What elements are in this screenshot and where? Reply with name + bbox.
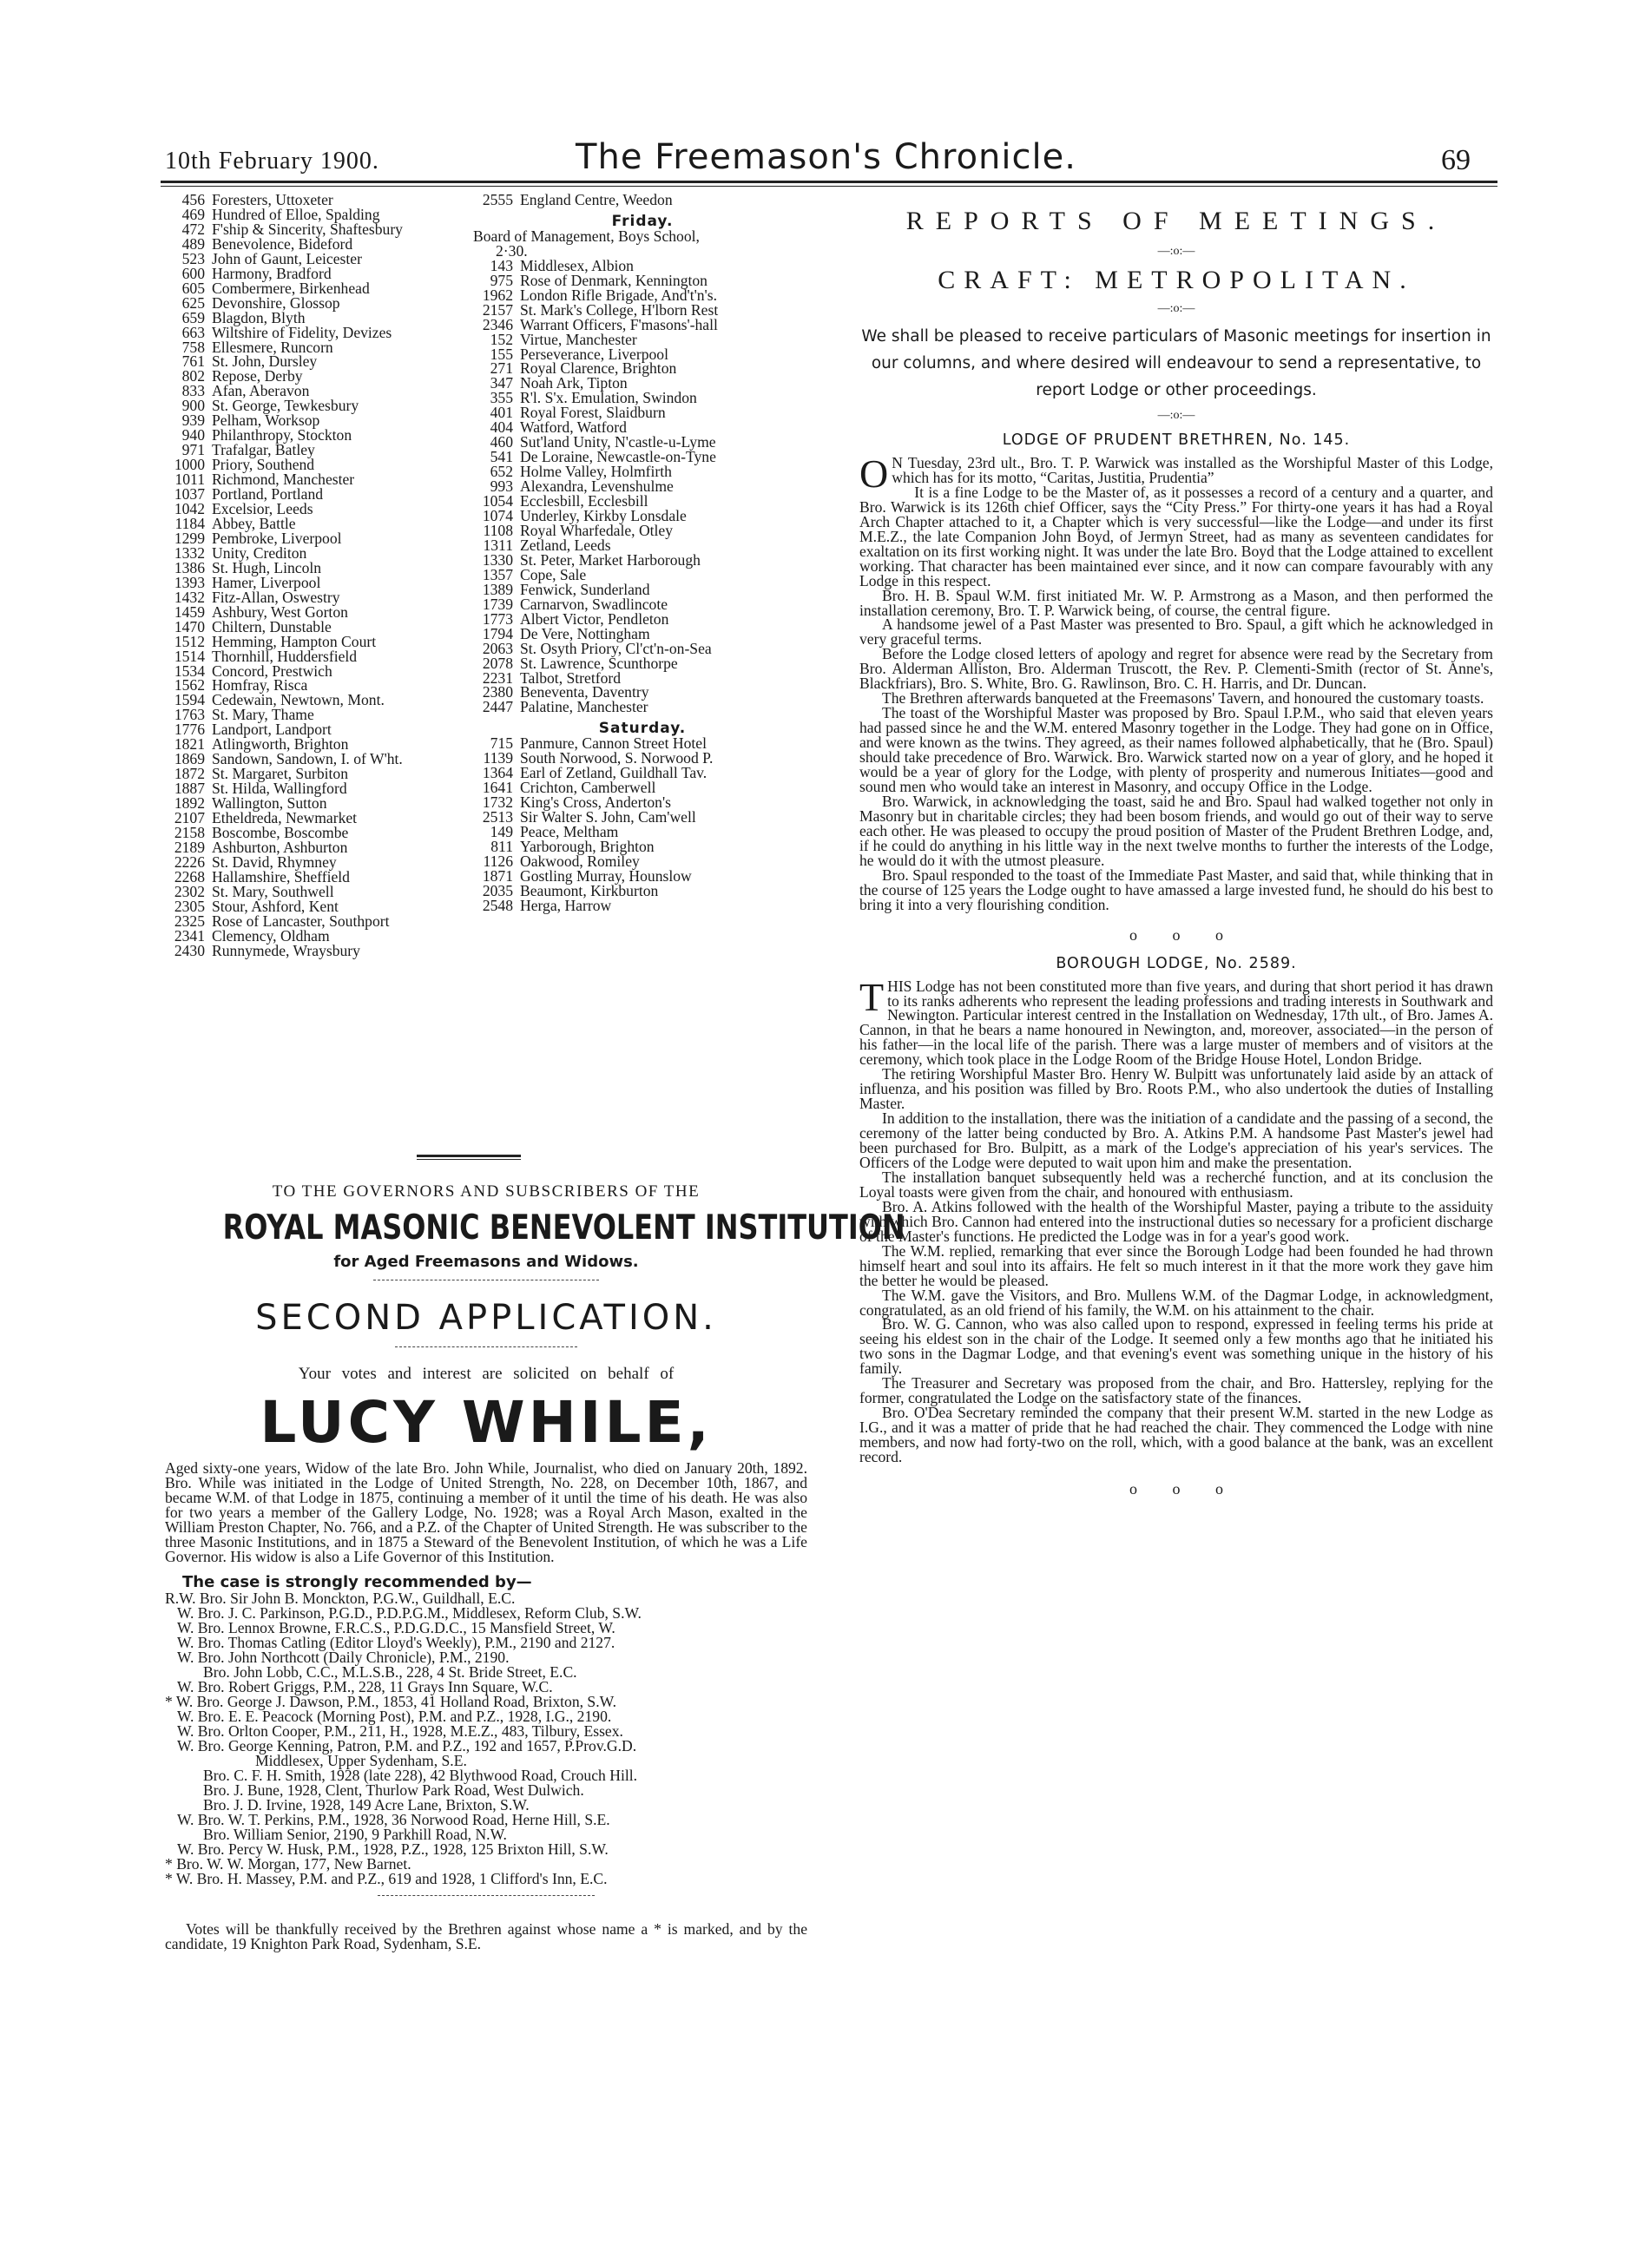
lodge-name: Abbey, Battle [212,514,296,532]
lodge-name: Boscombe, Boscombe [212,823,349,841]
reports-column [859,207,1493,1498]
report-paragraph: Bro. Warwick, in acknowledging the toast, said he and Bro. Spaul had walked together not only in Masonry but in charitable circles; they had been bosom friends, and would go out of their way to serve each other. He was pleased to occupy the proud position of Master of the Prudent Brethren Lodge, and, if he could do anything in his little way in the next twelve months to further the interests of the Lodge, he would do it with the utmost pleasure. [859,792,1493,869]
lodge-number: 1641 [482,779,513,797]
lodge-number: 2447 [482,698,513,716]
lodge-number: 460 [490,433,513,451]
lodge-number: 1773 [482,609,513,628]
issue-date: 10th February 1900. [165,148,379,174]
lodge-name: St. Lawrence, Scunthorpe [520,654,678,672]
lodge-number: 1470 [174,617,205,635]
recommender: Bro. C. F. H. Smith, 1928 (late 228), 42 Blythwood Road, Crouch Hill. [203,1767,638,1784]
lodge-name: Stour, Ashford, Kent [212,897,339,915]
lodge-number: 1776 [174,721,205,739]
lodge-number: 1184 [174,514,205,532]
lodge-number: 1393 [174,573,205,591]
lodge-number: 155 [490,345,513,363]
lodge-number: 1763 [174,706,205,724]
lodge-name: St. Mark's College, H'lborn Rest [520,300,719,319]
lodge-name: St. Hilda, Wallingford [212,780,347,798]
lodge-name: Perseverance, Liverpool [520,345,668,363]
lodge-name: Earl of Zetland, Guildhall Tav. [520,764,708,782]
recommender: W. Bro. Thomas Catling (Editor Lloyd's Weekly), P.M., 2190 and 2127. [177,1634,615,1651]
lodge-name: Pembroke, Liverpool [212,529,342,547]
lodge-number: 1459 [174,602,205,621]
lodge-name: Middlesex, Albion [520,256,634,274]
lodge-number: 2346 [482,315,513,333]
lodge-name: Crichton, Camberwell [520,779,656,797]
lodge-number: 2231 [482,668,513,687]
lodge-number: 1011 [174,471,205,489]
header-rule-thin [161,186,1497,187]
lodge-number: 625 [181,293,205,312]
lodge-number: 659 [181,308,205,326]
lodge-name: Afan, Aberavon [212,382,310,400]
lodge-name: Fenwick, Sunderland [520,580,650,598]
lodge-name: R'l. S'x. Emulation, Swindon [520,389,697,407]
report-paragraph [859,451,1493,496]
lodge-number: 1732 [482,793,513,812]
lodge-entry [165,941,451,959]
lodge-number: 1054 [482,492,513,510]
lodge-name: Devonshire, Glossop [212,293,340,312]
lodge-name: Sandown, Sandown, I. of W'ht. [212,750,403,768]
lodge-number: 971 [181,441,205,459]
craft-metropolitan-heading: CRAFT: METROPOLITAN. [938,266,1415,294]
lodge-name: St. Mary, Southwell [212,882,334,900]
application-heading: SECOND APPLICATION. [255,1298,717,1338]
borough-lodge-report [859,974,1493,1466]
lodge-number: 802 [181,367,205,385]
lodge-number: 1126 [483,852,513,870]
lodge-number: 2158 [174,823,205,841]
lodge-number: 2555 [482,191,513,208]
paragraph-text: N Tuesday, 23rd ult., Bro. T. P. Warwick was installed as the Worshipful Master of this Lodge, which has for its motto, “Caritas, Justitia, Prudentia” [892,454,1493,486]
lodge-name: Carnarvon, Swadlincote [520,595,668,613]
recommender: Bro. J. D. Irvine, 1928, 149 Acre Lane, Brixton, S.W. [203,1796,530,1814]
header-rule [161,181,1497,183]
lodge-number: 663 [181,323,205,341]
lodge-name: Foresters, Uttoxeter [212,191,333,208]
report-paragraph: In addition to the installation, there was the initiation of a candidate and the passing of a second, the ceremony of the latter being conducted by Bro. A. Atkins P.M. A handsome Past Master's jewel had been purchased for Bro. Bulpitt, as a mark of the Lodge's appreciation of his year's services. The Officers of the Lodge were deputed to wait upon him and make the presentation. [859,1109,1493,1171]
lodge-number: 1389 [482,580,513,598]
page-number: 69 [1441,144,1471,176]
lodge-number: 1821 [174,735,205,754]
lodge-name: Watford, Watford [520,418,627,437]
lodge-number: 2226 [174,853,205,871]
lodge-name: John of Gaunt, Leicester [212,249,362,267]
lodge-number: 355 [490,389,513,407]
lodge-prudent-brethren-heading: LODGE OF PRUDENT BRETHREN, No. 145. [1002,431,1351,449]
lodge-name: Warrant Officers, F'masons'-hall [520,315,718,333]
lodge-name: Holme Valley, Holmfirth [520,463,672,481]
lodge-name: Panmure, Cannon Street Hotel [520,734,707,753]
lodge-number: 1962 [482,286,513,304]
lodge-number: 1042 [174,500,205,518]
separator: —:o:— [1157,245,1195,258]
lodge-prudent-brethren-report [859,451,1493,913]
lodge-name: Portland, Portland [212,485,324,504]
paragraph-text: HIS Lodge has not been constituted more than five years, and during that short period it has drawn to its ranks adherents who represent the leading professions and trading interests in Southwark and Newington. Particular interest centred in the Installation on Wednesday, 17th ult., of Bro. James A. Cannon, in that he bears a name honoured in Newington, and, moreover, associated—in the person of his father—in the local life of the parish. There was a large muster of members and of visitors at the ceremony, which took place in the Lodge Room of the Bridge House Hotel, London Bridge. [859,977,1493,1069]
lodge-number: 489 [181,234,205,253]
lodge-entry [165,502,451,517]
lodge-number: 469 [181,205,205,223]
lodge-number: 2548 [482,896,513,914]
report-paragraph: The Brethren afterwards banqueted at the Freemasons' Tavern, and honoured the customary toasts. [882,689,1484,708]
lodge-name: Etheldreda, Newmarket [212,809,358,827]
report-paragraph: The installation banquet subsequently held was a recherché function, and at its conclusion the Loyal toasts were given from the chair, and honoured with enthusiasm. [859,1168,1493,1201]
lodge-name: Zetland, Leeds [520,536,611,554]
lodge-name: Pelham, Worksop [212,411,320,430]
recommender: * W. Bro. George J. Dawson, P.M., 1853, 41 Holland Road, Brixton, S.W. [165,1693,617,1710]
lodge-number: 2189 [174,838,205,856]
lodge-number: 2430 [174,941,205,959]
candidate-biography: Aged sixty-one years, Widow of the late Bro. John While, Journalist, who died on January 20th, 1892. Bro. While was initiated in the Lodge of United Strength, No. 228, on December 10th, 1867, and became W.M. of that Lodge in 1875, continuing a member of it until the time of his death. He was also for two years a member of the Gallery Lodge, No. 1928; was a Royal Arch Mason, exalted in the William Preston Chapter, No. 766, and a P.Z. of the Chapter of United Strength. He was subscriber to the three Masonic Institutions, and in 1875 a Steward of the Benevolent Institution, of which he was a Life Governor. His widow is also a Life Governor of this Institution. [165,1459,807,1565]
report-paragraph: It is a fine Lodge to be the Master of, as it possesses a record of a century and a quarter, and Bro. Warwick is its 126th chief Officer, says the “City Press.” For thirty-one years it has had a Royal Arch Chapter attached to it, a Chapter which is very successful—like the Lodge—and under its first M.E.Z., the late Companion John Boyd, of Jermyn Street, had as many as seventeen candidates for exaltation on its first working night. It was under the late Bro. Boyd that the Lodge attained to excellent working. That character has been maintained ever since, and it now can compare favourably with any Lodge in this respect. [859,483,1493,589]
lodge-name: Oakwood, Romiley [520,852,640,870]
lodge-number: 1330 [482,550,513,569]
lodge-entry [473,700,812,714]
recommenders-list [165,1591,807,1886]
votes-line: Your votes and interest are solicited on behalf of [298,1365,675,1383]
recommender: W. Bro. John Northcott (Daily Chronicle), P.M., 2190. [177,1649,510,1666]
lodge-entry [165,531,451,546]
lodge-name: Virtue, Manchester [520,330,637,348]
lodge-number: 1299 [174,529,205,547]
friday-board: Board of Management, Boys School, [473,227,700,245]
lodge-number: 2078 [482,654,513,672]
lodge-name: Beneventa, Daventry [520,683,649,701]
lodge-name: Atlingworth, Brighton [212,735,349,754]
votes-footer: Votes will be thankfully received by the Brethren against whose name a * is marked, and by the candidate, 19 Knighton Park Road, Sydenham, S.E. [165,1920,807,1952]
lodge-number: 2513 [482,808,513,826]
lodge-number: 900 [181,397,205,415]
lodge-name: Rose of Lancaster, Southport [212,912,390,930]
wave-divider [395,1346,577,1353]
lodge-number: 605 [181,279,205,297]
lodge-number: 2341 [174,926,205,945]
recommender: W. Bro. W. T. Perkins, P.M., 1928, 36 Norwood Road, Herne Hill, S.E. [177,1811,610,1828]
lodge-number: 1108 [483,521,513,539]
lodge-name: Ashbury, West Gorton [212,602,348,621]
lodge-number: 1534 [174,662,205,680]
lodge-name: Blagdon, Blyth [212,308,306,326]
lodge-number: 2157 [482,300,513,319]
lodge-name: Excelsior, Leeds [212,500,313,518]
lodge-name: Landport, Landport [212,721,332,739]
report-paragraph: Bro. Spaul responded to the toast of the Immediate Past Master, and said that, while thinking that in the course of 125 years the Lodge ought to have amassed a large invested fund, he should do his best to bring it into a very flourishing condition. [859,866,1493,913]
lodge-name: King's Cross, Anderton's [520,793,671,812]
lodge-name: Hemming, Hampton Court [212,632,377,650]
recommender: Middlesex, Upper Sydenham, S.E. [255,1752,467,1769]
lodge-number: 2063 [482,639,513,657]
lodge-number: 401 [490,404,513,422]
reports-notice: We shall be pleased to receive particulars of Masonic meetings for insertion in our columns, and where desired will endeavour to send a representative, to report Lodge or other proceedings. [861,327,1491,399]
drop-cap: T [859,974,885,1019]
lodge-name: Runnymede, Wraysbury [212,941,360,959]
lodge-name: Beaumont, Kirkburton [520,881,659,899]
lodge-number: 143 [490,256,513,274]
lodge-number: 758 [181,338,205,356]
lodge-name: De Vere, Nottingham [520,624,650,642]
lodge-number: 1892 [174,794,205,813]
lodge-list-column-1 [165,193,451,958]
lodge-number: 975 [490,271,513,289]
lodge-number: 1432 [174,588,205,606]
lodge-number: 541 [490,448,513,466]
lodge-number: 1386 [174,558,205,576]
lodge-name: St. Osyth Priory, Cl'ct'n-on-Sea [520,639,712,657]
lodge-number: 1794 [482,624,513,642]
lodge-number: 456 [181,191,205,208]
recommender: Bro. John Lobb, C.C., M.L.S.B., 228, 4 St. Bride Street, E.C. [203,1663,577,1681]
lodge-name: Peace, Meltham [520,823,619,841]
saturday-heading: Saturday. [598,720,687,738]
lodge-number: 1514 [174,647,205,665]
lodge-name: Repose, Derby [212,367,303,385]
lodge-entry [165,354,451,369]
report-paragraph: Bro. A. Atkins followed with the health of the Worshipful Master, paying a tribute to the assiduity with which Bro. Cannon had entered into the instructional duties so necessary for a proficient discharge of the Master's functions. He predicted the Lodge was in for a year's good work. [859,1197,1493,1245]
drop-cap: O [859,451,889,496]
lodge-name: Richmond, Manchester [212,471,355,489]
lodge-number: 152 [490,330,513,348]
recommender: * Bro. W. W. Morgan, 177, New Barnet. [165,1855,411,1873]
lodge-name: Albert Victor, Pendleton [520,609,669,628]
lodge-number: 600 [181,264,205,282]
lodge-name: Chiltern, Dunstable [212,617,332,635]
lodge-number: 1869 [174,750,205,768]
recommender: W. Bro. George Kenning, Patron, P.M. and P.Z., 192 and 1657, P.Prov.G.D. [177,1737,637,1754]
lodge-name: Cope, Sale [520,565,587,583]
lodge-name: Royal Clarence, Brighton [520,359,677,378]
lodge-name: Benevolence, Bideford [212,234,353,253]
lodge-name: Sut'land Unity, N'castle-u-Lyme [520,433,716,451]
wave-divider [373,1280,599,1286]
lodge-number: 2268 [174,867,205,885]
lodge-name: South Norwood, S. Norwood P. [520,749,714,767]
borough-lodge-heading: BOROUGH LODGE, No. 2589. [1056,954,1297,972]
lodge-number: 2302 [174,882,205,900]
lodge-name: Fitz-Allan, Oswestry [212,588,340,606]
lodge-name: London Rifle Brigade, And't'n's. [520,286,717,304]
lodge-number: 1332 [174,543,205,562]
lodge-number: 1887 [174,780,205,798]
recommender: W. Bro. Robert Griggs, P.M., 228, 11 Grays Inn Square, W.C. [177,1678,553,1695]
recommender: W. Bro. Percy W. Husk, P.M., 1928, P.Z., 1928, 125 Brixton Hill, S.W. [177,1840,609,1858]
lodge-name: St. Mary, Thame [212,706,314,724]
lodge-number: 149 [490,823,513,841]
lodge-number: 1871 [482,866,513,885]
recommended-by-heading: The case is strongly recommended by— [182,1573,532,1591]
lodge-name: Yarborough, Brighton [520,837,655,855]
lodge-number: 652 [490,463,513,481]
lodge-number: 2107 [174,809,205,827]
wave-divider [378,1895,595,1901]
lodge-name: Palatine, Manchester [520,698,648,716]
lodge-name: Unity, Crediton [212,543,307,562]
reports-title: REPORTS OF MEETINGS. [905,207,1447,235]
lodge-name: Thornhill, Huddersfield [212,647,358,665]
advert-address-line: TO THE GOVERNORS AND SUBSCRIBERS OF THE [272,1182,701,1201]
lodge-name: Herga, Harrow [520,896,612,914]
lodge-name: Royal Forest, Slaidburn [520,404,666,422]
report-paragraph [859,974,1493,1069]
section-ornament: o o o [1129,1480,1223,1498]
candidate-name: LUCY WHILE, [260,1389,713,1456]
lodge-number: 1512 [174,632,205,650]
lodge-number: 1074 [482,507,513,525]
lodge-number: 2380 [482,683,513,701]
institution-purpose: for Aged Freemasons and Widows. [333,1253,639,1271]
lodge-number: 1739 [482,595,513,613]
lodge-name: De Loraine, Newcastle-on-Tyne [520,448,716,466]
lodge-number: 1357 [482,565,513,583]
lodge-name: F'ship & Sincerity, Shaftesbury [212,220,403,238]
recommender: W. Bro. Orlton Cooper, P.M., 211, H., 1928, M.E.Z., 483, Tilbury, Essex. [177,1722,623,1740]
lodge-number: 1562 [174,676,205,695]
lodge-name: Sir Walter S. John, Cam'well [520,808,696,826]
recommender: W. Bro. Lennox Browne, F.R.C.S., P.D.G.D.C., 15 Mansfield Street, W. [177,1619,615,1636]
report-paragraph: The W.M. gave the Visitors, and Bro. Mullens W.M. of the Dagmar Lodge, in acknowledgment, congratulated, as an old friend of his family, the W.M. on his attainment to the chair. [859,1286,1493,1319]
lodge-name: Ecclesbill, Ecclesbill [520,492,648,510]
report-paragraph: Bro. H. B. Spaul W.M. first initiated Mr. W. P. Armstrong as a Mason, and then performed the installation ceremony, Bro. T. P. Warwick being, of course, the central figure. [859,586,1493,619]
recommender: W. Bro. E. E. Peacock (Morning Post), P.M. and P.Z., 1928, I.G., 2190. [177,1708,612,1725]
lodge-name: Talbot, Stretford [520,668,622,687]
section-ornament: o o o [1129,925,1223,944]
lodge-name: Hundred of Elloe, Spalding [212,205,380,223]
lodge-name: Homfray, Risca [212,676,308,695]
report-paragraph: Bro. W. G. Cannon, who was also called upon to respond, expressed in feeling terms his pride at seeing his eldest son in the chair of the Lodge. It seemed only a few months ago that he initiated his two sons in the Dagmar Lodge, and that evening's event was something unique in the history of his family. [859,1315,1493,1378]
lodge-name: England Centre, Weedon [520,191,673,208]
lodge-number: 1000 [174,456,205,474]
lodge-number: 761 [181,352,205,371]
advert-divider [417,1155,521,1157]
lodge-entry [165,293,451,312]
lodge-entry [473,896,812,914]
report-paragraph: A handsome jewel of a Past Master was presented to Bro. Spaul, a gift which he acknowledged in very graceful terms. [859,616,1493,648]
lodge-number: 1037 [174,485,205,504]
lodge-name: Royal Wharfedale, Otley [520,521,674,539]
lodge-number: 2325 [174,912,205,930]
lodge-number: 271 [490,359,513,378]
lodge-name: Harmony, Bradford [212,264,332,282]
lodge-name: Cedewain, Newtown, Mont. [212,691,385,709]
recommender: Bro. J. Bune, 1928, Clent, Thurlow Park Road, West Dulwich. [203,1781,584,1799]
report-paragraph: The toast of the Worshipful Master was proposed by Bro. Spaul I.P.M., who said that eleven years had passed since he and the W.M. entered Masonry together in the Lodge. They had gone on in Office, and were known as the twins. They agreed, as their names followed alphabetically, that he (Bro. Spaul) should take precedence of Bro. Warwick. Bro. Warwick started now on a year of glory, and he hoped it would be a year of glory for the Lodge, with plenty of prosperity and numerous Initiates—good and sound men who would take an interest in Masonry, and occupy Office in the Lodge. [859,704,1493,795]
lodge-name: Philanthropy, Stockton [212,426,352,444]
lodge-number: 404 [490,418,513,437]
separator: —:o:— [1157,302,1195,315]
lodge-name: Noah Ark, Tipton [520,374,628,392]
rmbi-advert [165,1182,905,1952]
lodge-number: 940 [181,426,205,444]
lodge-name: St. John, Dursley [212,352,318,371]
lodge-number: 715 [490,734,513,753]
report-paragraph: Before the Lodge closed letters of apology and regret for absence were read by the Secretary from Bro. Alderman Alliston, Bro. Alderman Truscott, the Rev. P. Clementi-Smith (rector of St. Anne's, Blackfriars), Bro. S. White, Bro. G. Rawlinson, Bro. C. H. Harris, and Dr. Duncan. [859,645,1493,693]
institution-name: ROYAL MASONIC BENEVOLENT INSTITUTION [222,1208,905,1247]
lodge-name: Ashburton, Ashburton [212,838,348,856]
lodge-number: 472 [181,220,205,238]
lodge-number: 2305 [174,897,205,915]
lodge-number: 1872 [174,765,205,783]
lodge-name: Clemency, Oldham [212,926,330,945]
lodge-name: Gostling Murray, Hounslow [520,866,692,885]
lodge-name: Concord, Prestwich [212,662,332,680]
report-paragraph: Bro. O'Dea Secretary reminded the company that their present W.M. started in the new Lodge as I.G., and it was a matter of pride that he had reached the chair. They commenced the Lodge with nine members, and now had forty-two on the roll, which, with a good balance at the bank, was an excellent record. [859,1404,1493,1466]
lodge-name: St. Hugh, Lincoln [212,558,322,576]
lodge-name: Alexandra, Levenshulme [520,477,674,496]
lodge-entry [473,193,812,207]
lodge-name: Trafalgar, Batley [212,441,315,459]
lodge-name: Wiltshire of Fidelity, Devizes [212,323,392,341]
lodge-name: Underley, Kirkby Lonsdale [520,507,687,525]
report-paragraph: The retiring Worshipful Master Bro. Henry W. Bulpitt was unfortunately laid aside by an attack of influenza, and his position was filled by Bro. Roots P.M., who also undertook the duties of Installing Master. [859,1065,1493,1113]
lodge-number: 2035 [482,881,513,899]
lodge-list-column-2 [473,193,812,913]
lodge-name: St. David, Rhymney [212,853,337,871]
lodge-name: Priory, Southend [212,456,315,474]
friday-heading: Friday. [611,212,674,230]
recommender: W. Bro. J. C. Parkinson, P.G.D., P.D.P.G.M., Middlesex, Reform Club, S.W. [177,1604,642,1622]
lodge-number: 523 [181,249,205,267]
lodge-name: St. George, Tewkesbury [212,397,359,415]
lodge-name: Wallington, Sutton [212,794,327,813]
report-paragraph: The Treasurer and Secretary was proposed from the chair, and Bro. Hattersley, replying for the former, congratulated the Lodge on the satisfactory state of the finances. [859,1374,1493,1407]
lodge-name: St. Peter, Market Harborough [520,550,701,569]
lodge-entry [165,664,451,679]
newspaper-title: The Freemason's Chronicle. [576,137,1076,177]
lodge-number: 993 [490,477,513,496]
lodge-number: 1364 [482,764,513,782]
lodge-number: 939 [181,411,205,430]
lodge-number: 833 [181,382,205,400]
friday-board-time: 2·30. [496,241,528,260]
lodge-name: Hamer, Liverpool [212,573,321,591]
lodge-number: 1311 [483,536,513,554]
lodge-number: 1594 [174,691,205,709]
recommender: Bro. William Senior, 2190, 9 Parkhill Road, N.W. [203,1826,507,1843]
lodge-number: 811 [490,837,513,855]
separator: —:o:— [1157,409,1195,422]
recommender: R.W. Bro. Sir John B. Monckton, P.G.W., Guildhall, E.C. [165,1590,516,1607]
lodge-name: Ellesmere, Runcorn [212,338,333,356]
lodge-name: Hallamshire, Sheffield [212,867,350,885]
lodge-name: Rose of Denmark, Kennington [520,271,708,289]
recommender: * W. Bro. H. Massey, P.M. and P.Z., 619 and 1928, 1 Clifford's Inn, E.C. [165,1870,608,1887]
lodge-name: Combermere, Birkenhead [212,279,370,297]
lodge-number: 1139 [483,749,513,767]
report-paragraph: The W.M. replied, remarking that ever since the Borough Lodge had been founded he had thrown himself heart and soul into its affairs. He felt so much interest in it that the more work they gave him the better he would be pleased. [859,1241,1493,1289]
lodge-number: 347 [490,374,513,392]
lodge-name: St. Margaret, Surbiton [212,765,349,783]
advert-divider-thin [417,1159,521,1160]
